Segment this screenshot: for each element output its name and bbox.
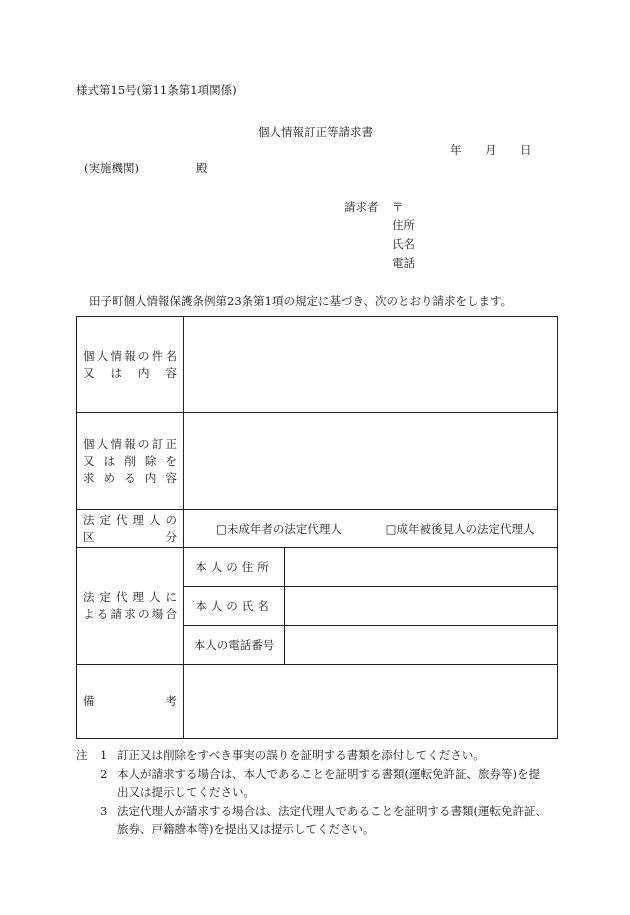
agent-request-label — [77, 548, 184, 665]
label-line: 個人情報の件名 — [83, 348, 177, 363]
row-remarks — [77, 665, 558, 739]
correction-content-label — [77, 413, 184, 510]
note-text: 訂正又は削除をすべき事実の誤りを証明する書類を添付してください。 — [117, 748, 485, 762]
notes-section — [76, 746, 547, 839]
request-form-table — [76, 316, 558, 739]
note-text: 出又は提示してください。 — [117, 785, 255, 799]
note-number: 2 — [100, 766, 108, 781]
note-number: 1 — [100, 748, 108, 762]
note-number: 3 — [100, 803, 108, 818]
label-line: 求める内容 — [83, 470, 177, 485]
label-line: 法定代理人の — [83, 512, 177, 527]
form-number: 様式第15号(第11条第1項関係) — [76, 83, 237, 97]
note-text: 旅券、戸籍謄本等)を提出又は提示してください。 — [117, 822, 375, 836]
principal-address-field[interactable] — [285, 548, 558, 587]
principal-name-label: 本人の氏名 — [184, 587, 285, 626]
requester-name-label: 氏名 — [392, 237, 415, 251]
label-line: 備考 — [83, 694, 177, 708]
label-line: 又は削除を — [83, 453, 177, 468]
postal-mark: 〒 — [392, 200, 404, 214]
label-line: 法定代理人に — [83, 590, 177, 604]
item-name-field[interactable] — [184, 317, 558, 413]
requester-address-label: 住所 — [392, 218, 415, 232]
agency-label: (実施機関) — [84, 161, 139, 175]
correction-content-field[interactable] — [184, 413, 558, 510]
requester-phone-label: 電話 — [392, 256, 415, 270]
intro-text: 田子町個人情報保護条例第23条第1項の規定に基づき、次のとおり請求をします。 — [89, 294, 513, 308]
principal-phone-label: 本人の電話番号 — [184, 626, 285, 665]
label-line: 又は内容 — [83, 365, 177, 380]
note-item-continuation — [76, 783, 547, 802]
checkbox-adult-guardian[interactable]: □成年被後見人の法定代理人 — [385, 521, 535, 536]
honorific-label: 殿 — [196, 161, 208, 175]
row-agent-category — [77, 510, 558, 548]
note-text: 本人が請求する場合は、本人であることを証明する書類(運転免許証、旅券等)を提 — [117, 766, 540, 781]
checkbox-minor-guardian[interactable]: □未成年者の法定代理人 — [216, 521, 342, 536]
note-item — [76, 802, 547, 821]
remarks-label — [77, 665, 184, 739]
agent-category-options — [184, 510, 558, 548]
requester-label: 請求者 — [344, 200, 379, 214]
label-line: 個人情報の訂正 — [83, 436, 177, 451]
remarks-field[interactable] — [184, 665, 558, 739]
principal-address-label: 本人の住所 — [184, 548, 285, 587]
form-title: 個人情報訂正等請求書 — [258, 125, 373, 139]
date-day-label: 日 — [520, 143, 532, 157]
note-item — [76, 746, 547, 765]
label-line: よる請求の場合 — [83, 607, 177, 621]
row-correction-content — [77, 413, 558, 510]
note-item-continuation — [76, 820, 547, 839]
note-item — [76, 765, 547, 784]
row-item-name — [77, 317, 558, 413]
agent-category-label — [77, 510, 184, 548]
note-text: 法定代理人が請求する場合は、法定代理人であることを証明する書類(運転免許証、 — [117, 803, 547, 818]
principal-phone-field[interactable] — [285, 626, 558, 665]
item-name-label — [77, 317, 184, 413]
row-agent-principal-address — [77, 548, 558, 587]
label-line: 区分 — [83, 529, 177, 544]
notes-prefix: 注 — [76, 748, 88, 762]
date-month-label: 月 — [485, 143, 497, 157]
principal-name-field[interactable] — [285, 587, 558, 626]
date-year-label: 年 — [450, 143, 462, 157]
